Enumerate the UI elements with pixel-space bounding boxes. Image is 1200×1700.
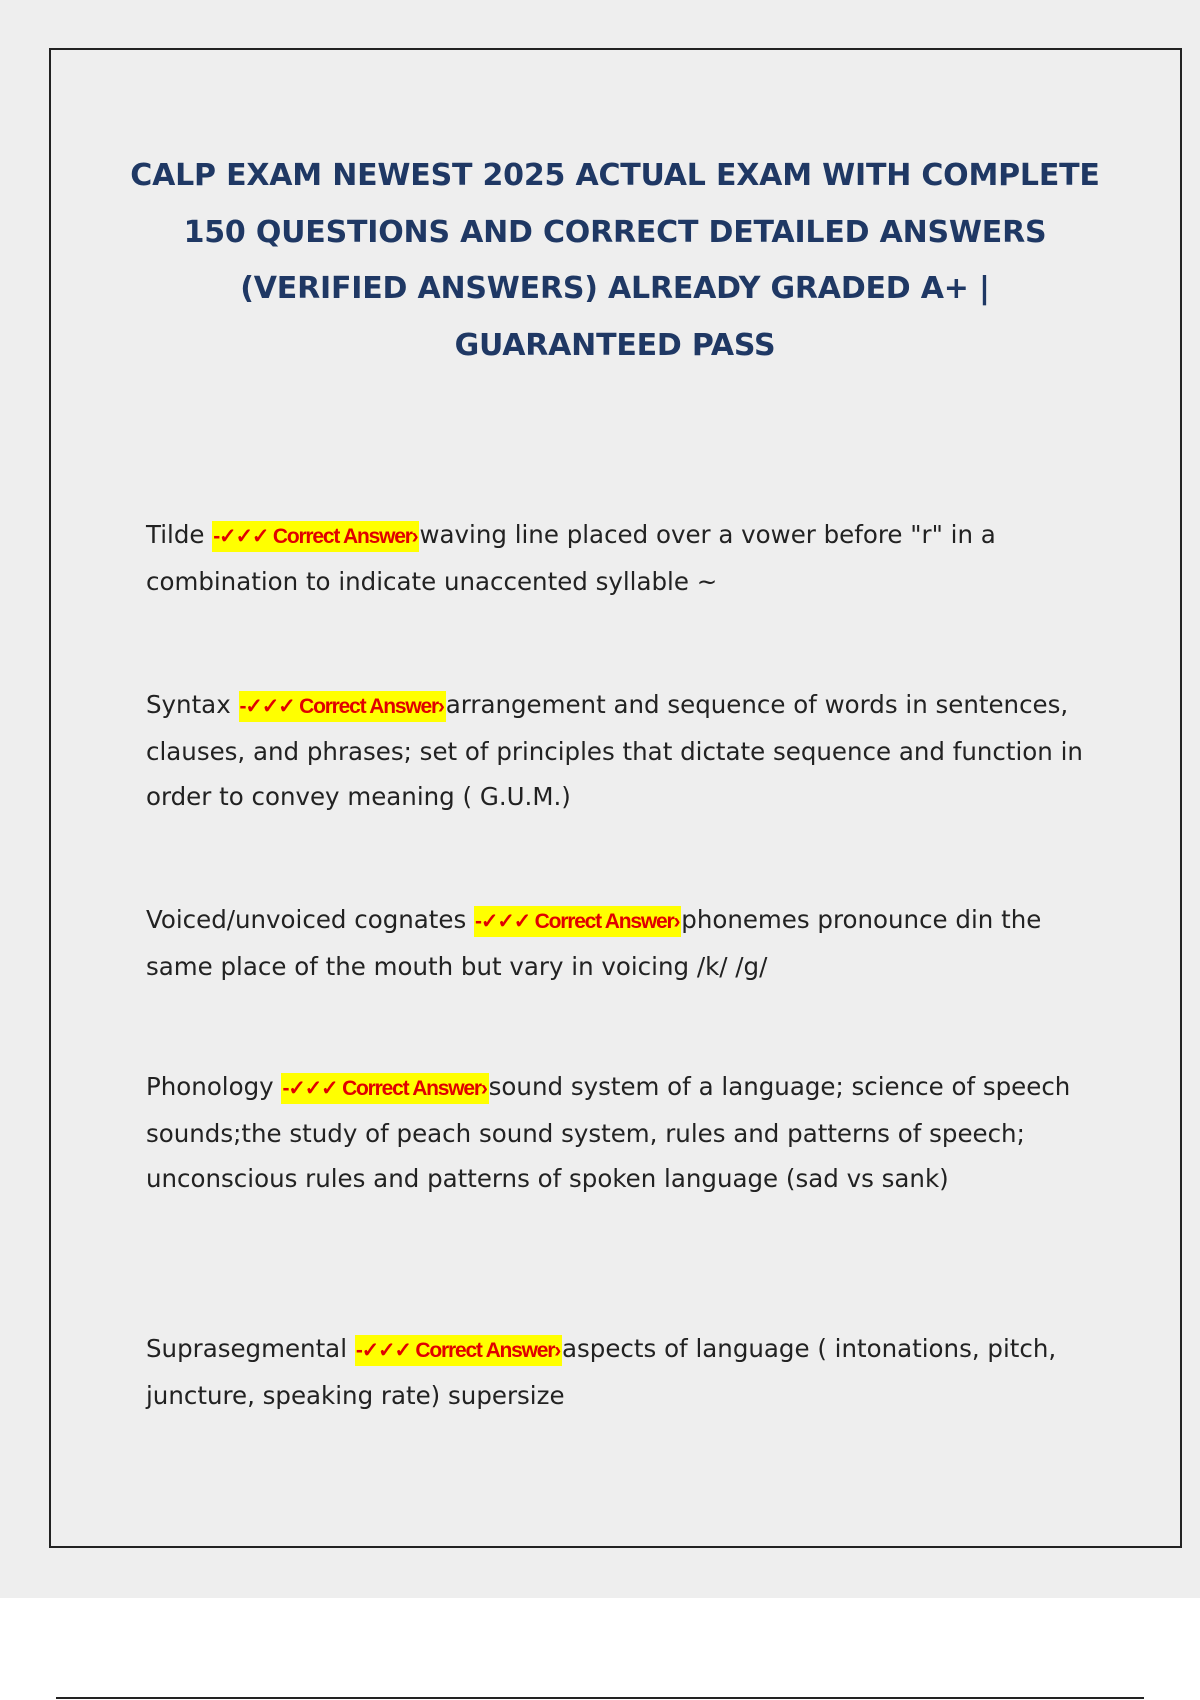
document-title: CALP EXAM NEWEST 2025 ACTUAL EXAM WITH COMPLETE 150 QUESTIONS AND CORRECT DETAILED ANSWERS (VERIFIED ANSWERS) ALREADY GRADED A+ | GUARANTEED PASS	[130, 158, 1100, 363]
correct-answer-marker: -✓✓✓ Correct Answer›	[281, 1073, 488, 1104]
qa-entry-syntax	[146, 682, 1096, 819]
entry-term: Phonology	[146, 1072, 274, 1101]
correct-answer-marker: -✓✓✓ Correct Answer›	[474, 906, 681, 937]
entry-definition: sound system of a language; science of speech sounds;the study of peach sound system, rules and patterns of speech; unconscious rules and patterns of spoken language (sad vs sank)	[146, 1072, 1071, 1193]
entry-definition: waving line placed over a vower before "r" in a combination to indicate unaccented syllable ~	[146, 520, 996, 596]
entry-term: Suprasegmental	[146, 1334, 348, 1363]
next-page-top-rule	[56, 1697, 1144, 1699]
entry-term: Voiced/unvoiced cognates	[146, 905, 467, 934]
entry-term: Tilde	[146, 520, 205, 549]
entry-definition: phonemes pronounce din the same place of the mouth but vary in voicing /k/ /g/	[146, 905, 1042, 981]
entry-definition: arrangement and sequence of words in sentences, clauses, and phrases; set of principles that dictate sequence and function in order to convey meaning ( G.U.M.)	[146, 690, 1083, 811]
qa-entry-tilde	[146, 512, 1096, 604]
correct-answer-marker: -✓✓✓ Correct Answer›	[239, 691, 446, 722]
qa-entry-phonology	[146, 1064, 1096, 1201]
correct-answer-marker: -✓✓✓ Correct Answer›	[355, 1335, 562, 1366]
correct-answer-marker: -✓✓✓ Correct Answer›	[212, 521, 419, 552]
entry-term: Syntax	[146, 690, 231, 719]
entry-definition: aspects of language ( intonations, pitch, juncture, speaking rate) supersize	[146, 1334, 1057, 1410]
qa-entry-voiced-unvoiced-cognates	[146, 897, 1096, 989]
qa-entry-suprasegmental	[146, 1326, 1096, 1418]
